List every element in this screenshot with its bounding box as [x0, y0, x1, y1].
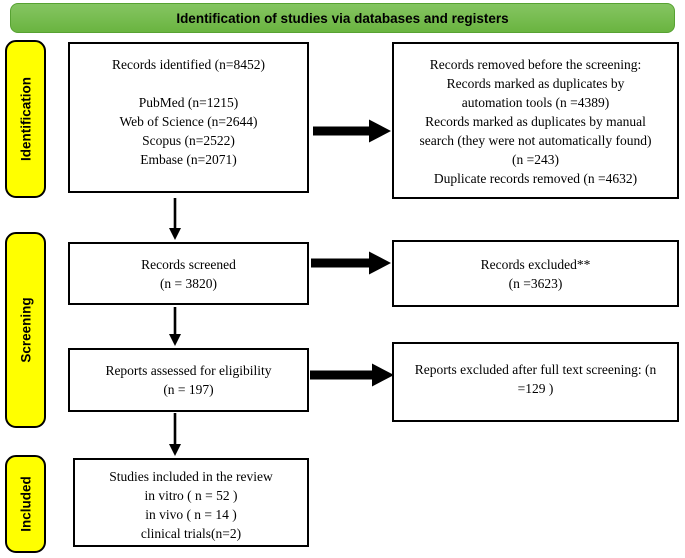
- stage-label-screening-text: Screening: [18, 297, 33, 363]
- diagram-title: Identification of studies via databases and registers: [176, 10, 509, 26]
- box-text-line: Embase (n=2071): [140, 152, 237, 167]
- box-text-line: Studies included in the review: [109, 469, 273, 484]
- box-text-line: Records marked as duplicates by: [446, 76, 625, 91]
- box-text-line: =129 ): [517, 381, 554, 396]
- box-text-line: (n =243): [512, 152, 559, 167]
- box-studies-included: [73, 458, 309, 547]
- box-text-line: in vivo ( n = 14 ): [145, 507, 237, 522]
- box-text-line: clinical trials(n=2): [140, 526, 242, 541]
- box-records-identified: [68, 42, 309, 193]
- box-text-line: PubMed (n=1215): [138, 95, 239, 110]
- box-text-line: [70, 74, 307, 93]
- box-text-line: Scopus (n=2522): [142, 133, 235, 148]
- box-records-screened: [68, 242, 309, 305]
- stage-label-included: [5, 455, 46, 553]
- box-text-line: Reports excluded after full text screening: (n: [414, 362, 657, 377]
- stage-label-identification-text: Identification: [18, 77, 33, 161]
- arrow-down-icon: [168, 307, 182, 346]
- arrow-right-icon: [313, 118, 391, 144]
- box-text-line: Reports assessed for eligibility: [105, 363, 272, 378]
- box-text-line: in vitro ( n = 52 ): [144, 488, 238, 503]
- box-text-line: Records identified (n=8452): [111, 57, 266, 72]
- arrow-down-icon: [168, 198, 182, 240]
- arrow-right-icon: [311, 250, 391, 276]
- stage-label-screening: [5, 232, 46, 428]
- box-reports-excluded: [392, 342, 679, 422]
- box-reports-assessed: [68, 348, 309, 412]
- arrow-right-icon: [310, 362, 394, 388]
- box-text-line: Duplicate records removed (n =4632): [433, 171, 638, 186]
- box-text-line: (n = 197): [163, 382, 214, 397]
- stage-label-included-text: Included: [18, 476, 33, 532]
- box-text-line: Records removed before the screening:: [429, 57, 642, 72]
- box-text-line: Records marked as duplicates by manual: [425, 114, 646, 129]
- box-text-line: Records screened: [141, 256, 236, 272]
- box-text-line: automation tools (n =4389): [461, 95, 610, 110]
- stage-label-identification: [5, 40, 46, 198]
- box-text-line: (n =3623): [508, 275, 563, 291]
- box-text-line: Records excluded**: [480, 256, 591, 272]
- box-text-line: search (they were not automatically found): [419, 133, 652, 148]
- box-text-line: (n = 3820): [159, 275, 218, 291]
- header-banner: [10, 3, 675, 33]
- box-records-removed: [392, 42, 679, 199]
- box-records-excluded: [392, 240, 679, 307]
- arrow-down-icon: [168, 413, 182, 456]
- box-text-line: Web of Science (n=2644): [119, 114, 258, 129]
